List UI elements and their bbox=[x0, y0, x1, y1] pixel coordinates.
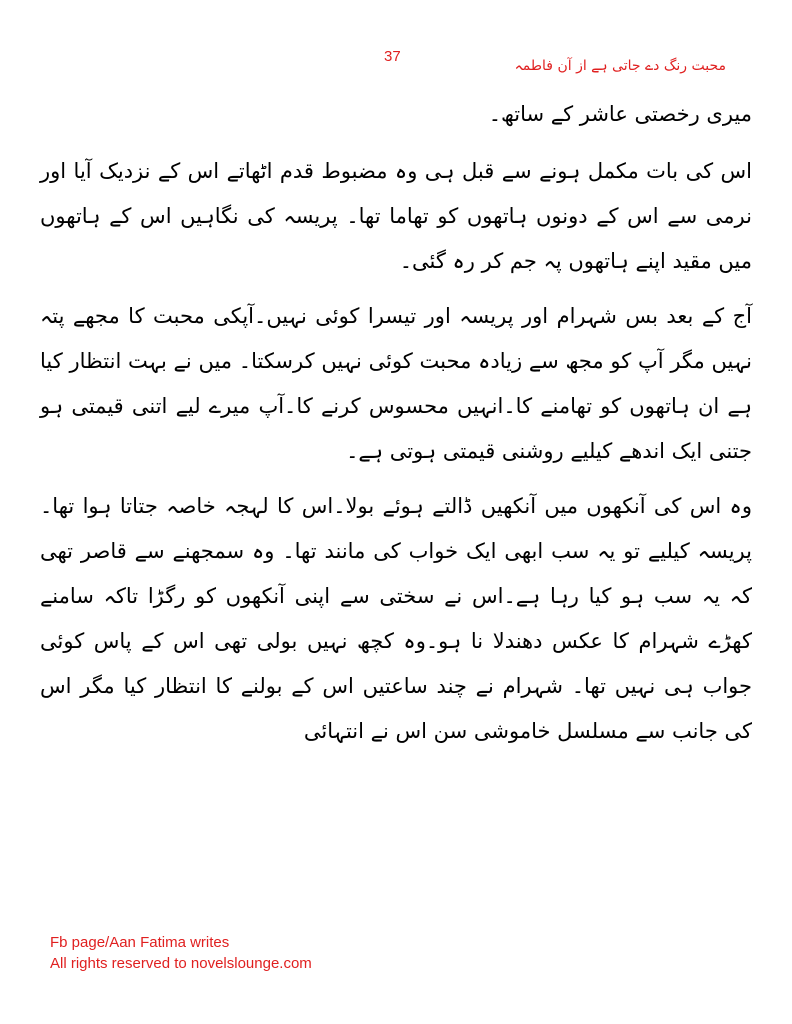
footer-fb-page: Fb page/Aan Fatima writes bbox=[50, 934, 230, 951]
body-text bbox=[40, 92, 752, 764]
page-number: 37 bbox=[384, 48, 401, 65]
paragraph: اس کی بات مکمل ہونے سے قبل ہی وہ مضبوط قدم اٹھاتے اس کے نزدیک آیا اور نرمی سے اس کے دونوں ہاتھوں کو تھاما تھا۔ پریسہ کی نگاہیں اس کے ہاتھوں میں مقید اپنے ہاتھوں پہ جم کر رہ گئی۔ bbox=[40, 159, 752, 273]
paragraph: آج کے بعد بس شہرام اور پریسہ اور تیسرا کوئی نہیں۔آپکی محبت کا مجھے پتہ نہیں مگر آپ کو مجھ سے زیادہ محبت کوئی نہیں کرسکتا۔ میں نے بہت انتظار کیا ہے ان ہاتھوں کو تھامنے کا۔انہیں محسوس کرنے کا۔آپ میرے لیے اتنی قیمتی ہو جتنی ایک اندھے کیلیے روشنی قیمتی ہوتی ہے۔ bbox=[40, 304, 752, 463]
footer-rights: All rights reserved to novelslounge.com bbox=[50, 955, 312, 972]
paragraph: وہ اس کی آنکھوں میں آنکھیں ڈالتے ہوئے بولا۔اس کا لہجہ خاصہ جتاتا ہوا تھا۔ پریسہ کیلیے تو یہ سب ابھی ایک خواب کی مانند تھا۔ وہ سمجھنے سے قاصر تھی کہ یہ سب ہو کیا رہا ہے۔اس نے سختی سے اپنی آنکھوں کو رگڑا تاکہ سامنے کھڑے شہرام کا عکس دھندلا نا ہو۔وہ کچھ نہیں بولی تھی اس کے پاس کوئی جواب ہی نہیں تھا۔ شہرام نے چند ساعتیں اس کے بولنے کا انتظار کیا مگر اس کی جانب سے مسلسل خاموشی سن اس نے انتہائی bbox=[40, 494, 752, 743]
footer-credits bbox=[50, 932, 312, 974]
paragraph: میری رخصتی عاشر کے ساتھ۔ bbox=[488, 102, 752, 126]
running-head-title: محبت رنگ دے جاتی ہے از آن فاطمہ bbox=[514, 58, 726, 74]
